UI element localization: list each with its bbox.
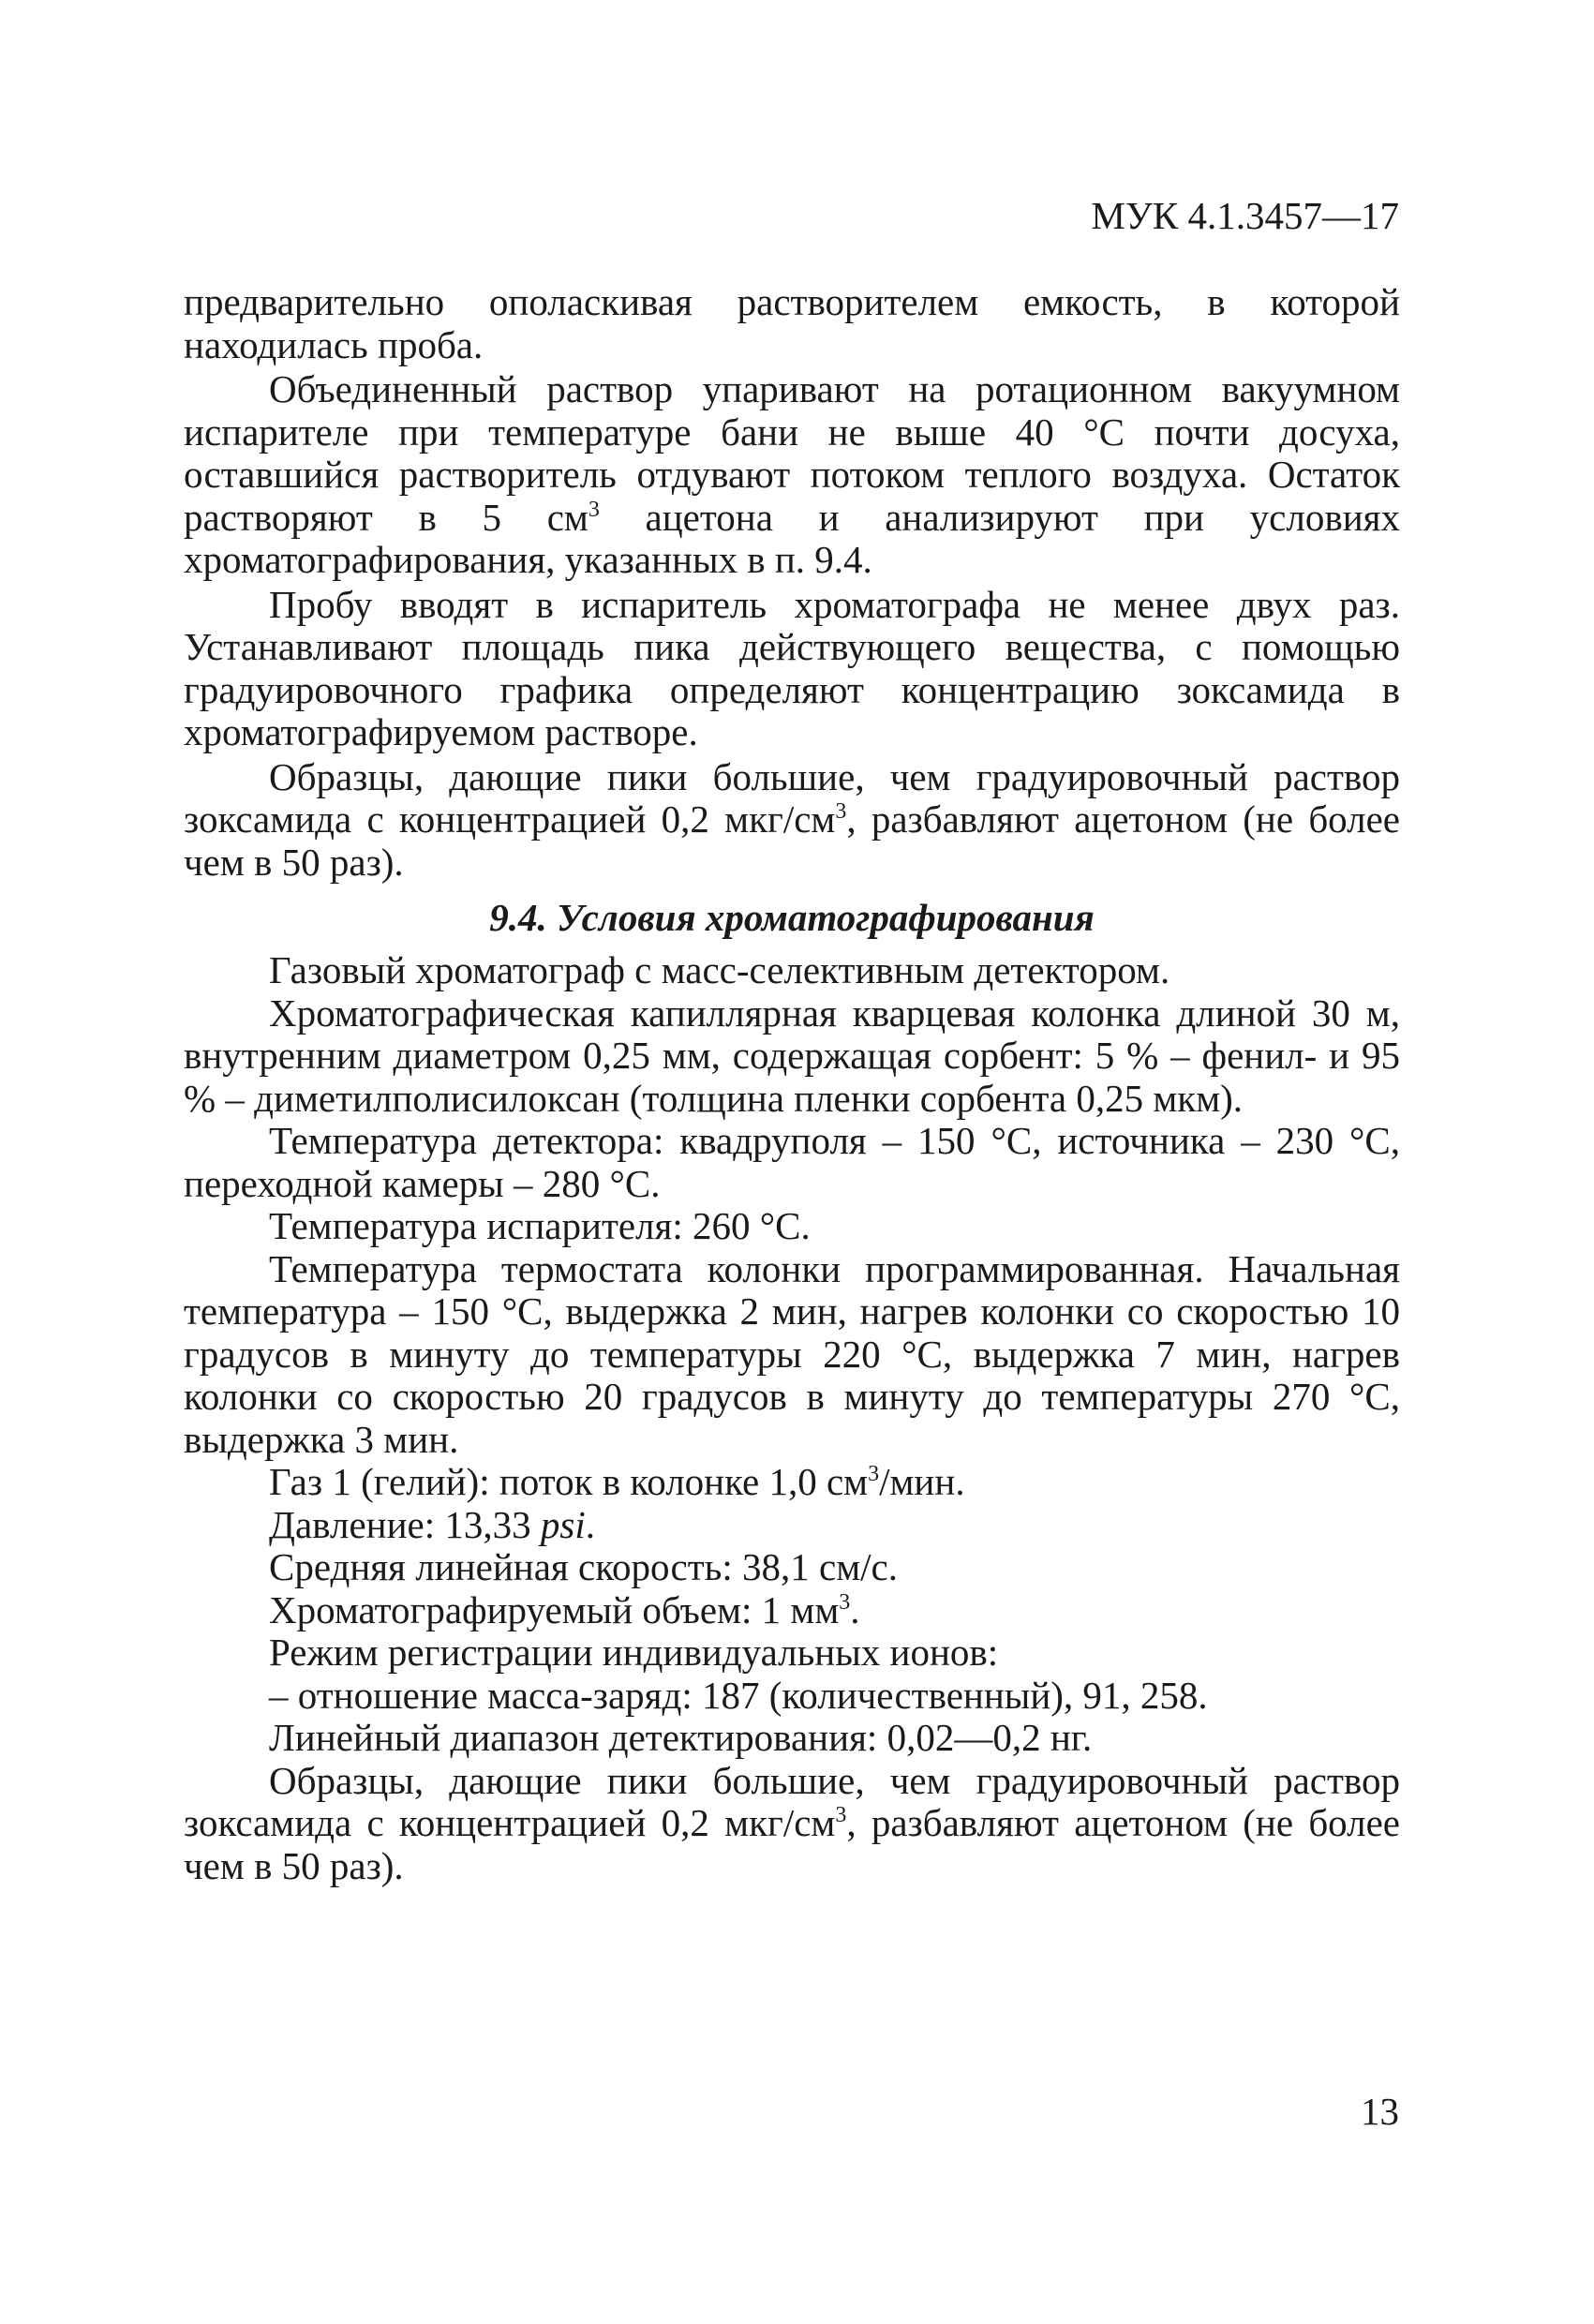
cubic-superscript: 3 [588,497,600,522]
continuation-paragraph: предварительно ополаскивая растворителем емкость, в которой находилась проба. [184,280,1400,366]
cubic-superscript: 3 [839,1589,851,1615]
injection-volume-text: Хроматографируемый объем: 1 мм [269,1587,840,1631]
page-number: 13 [1361,2090,1399,2133]
oven-program-line: Температура термостата колонки программированная. Начальная температура – 150 °С, выдержка 2 мин, нагрев колонки со скоростью 10 градусов в минуту до температуры 220 °С, выдержка 7 мин, нагрев колонки со скоростью 20 градусов в минуту до температуры 270 °С, выдержка 3 мин. [184,1246,1400,1461]
section-heading: 9.4. Условия хроматографирования [489,896,1095,939]
dilution-text-2: , разбавляют ацетоном (не более чем в 50 раз). [184,797,1400,884]
sim-mode-line: Режим регистрации индивидуальных ионов: [269,1631,999,1674]
dilution-text-2: , разбавляют ацетоном (не более чем в 50 раз). [184,1801,1400,1887]
document-code-header: МУК 4.1.3457—17 [1091,194,1399,237]
gas-flow-text-1: Газ 1 (гелий): поток в колонке 1,0 см [269,1460,869,1503]
evaporation-paragraph [184,368,1400,582]
chromatograph-line: Газовый хроматограф с масс-селективным детектором. [269,948,1170,991]
pressure-unit: psi [540,1502,586,1546]
gas-flow-line [184,1461,1400,1504]
evaporator-temperature-line: Температура испарителя: 260 °С. [269,1204,811,1247]
dilution-paragraph-1 [184,756,1400,885]
pressure-line [184,1504,1400,1547]
evaporation-text-1: Объединенный раствор упаривают на ротационном вакуумном испарителе при температуре бани не выше 40 °С почти досуха, оставшийся растворитель отдувают потоком теплого воздуха. Остаток растворяют в 5 см [184,367,1400,539]
cubic-superscript: 3 [868,1462,880,1486]
dilution-text-1: Образцы, дающие пики большие, чем градуировочный раствор зоксамида с концентрацией 0,2 мкг/см [184,754,1400,841]
gas-flow-text-2: /мин. [879,1460,965,1503]
dilution-paragraph-2 [184,1760,1400,1888]
cubic-superscript: 3 [835,1803,847,1827]
injection-paragraph: Пробу вводят в испаритель хроматографа не менее двух раз. Устанавливают площадь пика действующего вещества, с помощью градуировочного графика определяют концентрацию зоксамида в хроматографируемом растворе. [184,582,1400,753]
column-line: Хроматографическая капиллярная кварцевая колонка длиной 30 м, внутренним диаметром 0,25 мм, содержащая сорбент: 5 % – фенил- и 95 % – диметилполисилоксан (толщина пленки сорбента 0,25 мкм). [184,991,1400,1120]
pressure-end: . [585,1502,595,1546]
page-body [184,281,1400,1887]
detector-temperature-line: Температура детектора: квадруполя – 150 °С, источника – 230 °С, переходной камеры – 280 °С. [184,1119,1400,1205]
injection-volume-line [184,1589,1400,1632]
linear-speed-line: Средняя линейная скорость: 38,1 см/с. [269,1545,898,1588]
mass-charge-line: – отношение масса-заряд: 187 (количественный), 91, 258. [269,1673,1208,1717]
linear-range-line: Линейный диапазон детектирования: 0,02—0,2 нг. [269,1716,1093,1759]
pressure-text: Давление: 13,33 [269,1502,541,1546]
dilution-text-1: Образцы, дающие пики большие, чем градуировочный раствор зоксамида с концентрацией 0,2 мкг/см [184,1758,1400,1844]
evaporation-text-2: ацетона и анализируют при условиях хроматографирования, указанных в п. 9.4. [184,495,1400,581]
cubic-superscript: 3 [835,799,847,824]
injection-volume-end: . [850,1587,860,1631]
